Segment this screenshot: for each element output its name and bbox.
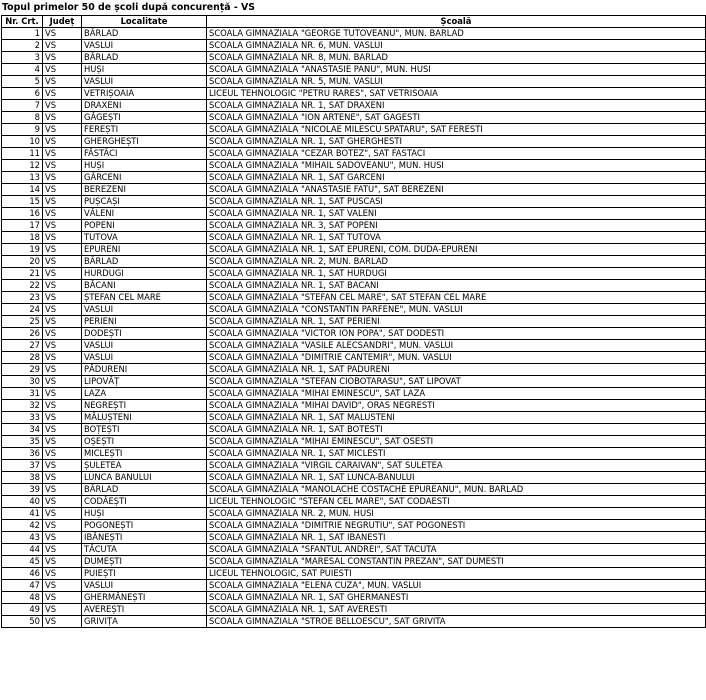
- cell-nr: 5: [2, 76, 43, 88]
- cell-localitate: GÂRCENI: [82, 172, 207, 184]
- table-row: [2, 100, 706, 112]
- table-row: [2, 64, 706, 76]
- cell-nr: 10: [2, 136, 43, 148]
- cell-nr: 22: [2, 280, 43, 292]
- cell-scoala: SCOALA GIMNAZIALA NR. 1, SAT PERIENI: [207, 316, 706, 328]
- cell-scoala: SCOALA GIMNAZIALA NR. 1, SAT IBANESTI: [207, 532, 706, 544]
- cell-scoala: LICEUL TEHNOLOGIC, SAT PUIESTI: [207, 568, 706, 580]
- table-row: [2, 184, 706, 196]
- table-row: [2, 268, 706, 280]
- cell-localitate: BĂCANI: [82, 280, 207, 292]
- schools-table: [1, 15, 706, 628]
- cell-judet: VS: [43, 568, 82, 580]
- table-row: [2, 244, 706, 256]
- cell-nr: 29: [2, 364, 43, 376]
- cell-localitate: MĂLUȘTENI: [82, 412, 207, 424]
- table-row: [2, 280, 706, 292]
- cell-nr: 9: [2, 124, 43, 136]
- cell-localitate: LUNCA BANULUI: [82, 472, 207, 484]
- cell-nr: 13: [2, 172, 43, 184]
- cell-judet: VS: [43, 148, 82, 160]
- cell-localitate: BÂRLAD: [82, 52, 207, 64]
- cell-localitate: ȘTEFAN CEL MARE: [82, 292, 207, 304]
- table-row: [2, 124, 706, 136]
- cell-judet: VS: [43, 100, 82, 112]
- cell-localitate: BÂRLAD: [82, 28, 207, 40]
- table-row: [2, 460, 706, 472]
- cell-localitate: HURDUGI: [82, 268, 207, 280]
- cell-scoala: SCOALA GIMNAZIALA NR. 1, SAT PADURENI: [207, 364, 706, 376]
- cell-judet: VS: [43, 184, 82, 196]
- cell-scoala: SCOALA GIMNAZIALA "NICOLAE MILESCU SPATARU", SAT FERESTI: [207, 124, 706, 136]
- cell-judet: VS: [43, 28, 82, 40]
- cell-judet: VS: [43, 400, 82, 412]
- table-row: [2, 292, 706, 304]
- cell-scoala: SCOALA GIMNAZIALA "MIHAIL SADOVEANU", MUN. HUSI: [207, 160, 706, 172]
- cell-scoala: SCOALA GIMNAZIALA NR. 2, MUN. BARLAD: [207, 256, 706, 268]
- cell-nr: 16: [2, 208, 43, 220]
- cell-localitate: DRAXENI: [82, 100, 207, 112]
- cell-nr: 40: [2, 496, 43, 508]
- cell-nr: 2: [2, 40, 43, 52]
- cell-judet: VS: [43, 592, 82, 604]
- table-row: [2, 376, 706, 388]
- cell-scoala: SCOALA GIMNAZIALA NR. 6, MUN. VASLUI: [207, 40, 706, 52]
- cell-localitate: MICLEȘTI: [82, 448, 207, 460]
- cell-nr: 32: [2, 400, 43, 412]
- cell-localitate: BOȚEȘTI: [82, 424, 207, 436]
- cell-scoala: SCOALA GIMNAZIALA "SFANTUL ANDREI", SAT TACUTA: [207, 544, 706, 556]
- cell-localitate: VASLUI: [82, 580, 207, 592]
- table-row: [2, 232, 706, 244]
- cell-localitate: AVEREȘTI: [82, 604, 207, 616]
- cell-nr: 23: [2, 292, 43, 304]
- cell-judet: VS: [43, 40, 82, 52]
- cell-nr: 48: [2, 592, 43, 604]
- cell-scoala: SCOALA GIMNAZIALA "VICTOR ION POPA", SAT DODESTI: [207, 328, 706, 340]
- cell-localitate: VASLUI: [82, 76, 207, 88]
- cell-nr: 49: [2, 604, 43, 616]
- cell-localitate: BÂRLAD: [82, 484, 207, 496]
- cell-judet: VS: [43, 136, 82, 148]
- cell-nr: 11: [2, 148, 43, 160]
- cell-localitate: VASLUI: [82, 304, 207, 316]
- table-row: [2, 28, 706, 40]
- cell-localitate: GHERMĂNEȘTI: [82, 592, 207, 604]
- table-row: [2, 568, 706, 580]
- cell-nr: 4: [2, 64, 43, 76]
- cell-scoala: SCOALA GIMNAZIALA "STEFAN CIOBOTARASU", SAT LIPOVAT: [207, 376, 706, 388]
- cell-nr: 8: [2, 112, 43, 124]
- table-row: [2, 136, 706, 148]
- cell-judet: VS: [43, 316, 82, 328]
- cell-localitate: GHERGHEȘTI: [82, 136, 207, 148]
- cell-judet: VS: [43, 256, 82, 268]
- cell-localitate: BEREZENI: [82, 184, 207, 196]
- table-row: [2, 604, 706, 616]
- cell-localitate: POPENI: [82, 220, 207, 232]
- cell-scoala: SCOALA GIMNAZIALA "CEZAR BOTEZ", SAT FASTACI: [207, 148, 706, 160]
- cell-judet: VS: [43, 52, 82, 64]
- cell-judet: VS: [43, 220, 82, 232]
- cell-scoala: SCOALA GIMNAZIALA NR. 2, MUN. HUSI: [207, 508, 706, 520]
- table-row: [2, 520, 706, 532]
- table-row: [2, 484, 706, 496]
- cell-localitate: TĂCUTA: [82, 544, 207, 556]
- cell-localitate: PERIENI: [82, 316, 207, 328]
- cell-scoala: SCOALA GIMNAZIALA "GEORGE TUTOVEANU", MUN. BARLAD: [207, 28, 706, 40]
- table-row: [2, 148, 706, 160]
- cell-nr: 33: [2, 412, 43, 424]
- cell-judet: VS: [43, 124, 82, 136]
- table-row: [2, 388, 706, 400]
- cell-nr: 6: [2, 88, 43, 100]
- cell-judet: VS: [43, 496, 82, 508]
- cell-scoala: SCOALA GIMNAZIALA "DIMITRIE CANTEMIR", MUN. VASLUI: [207, 352, 706, 364]
- cell-localitate: PUIEȘTI: [82, 568, 207, 580]
- cell-scoala: SCOALA GIMNAZIALA NR. 1, SAT GHERMANESTI: [207, 592, 706, 604]
- cell-nr: 14: [2, 184, 43, 196]
- table-row: [2, 424, 706, 436]
- cell-judet: VS: [43, 352, 82, 364]
- cell-localitate: DODEȘTI: [82, 328, 207, 340]
- table-row: [2, 304, 706, 316]
- cell-judet: VS: [43, 88, 82, 100]
- cell-nr: 7: [2, 100, 43, 112]
- cell-judet: VS: [43, 544, 82, 556]
- cell-scoala: SCOALA GIMNAZIALA NR. 1, SAT TUTOVA: [207, 232, 706, 244]
- cell-localitate: OȘEȘTI: [82, 436, 207, 448]
- cell-localitate: FĂSTÂCI: [82, 148, 207, 160]
- cell-nr: 3: [2, 52, 43, 64]
- table-row: [2, 160, 706, 172]
- cell-localitate: FEREȘTI: [82, 124, 207, 136]
- cell-localitate: LAZA: [82, 388, 207, 400]
- table-row: [2, 172, 706, 184]
- cell-nr: 15: [2, 196, 43, 208]
- cell-scoala: SCOALA GIMNAZIALA NR. 3, SAT POPENI: [207, 220, 706, 232]
- cell-scoala: SCOALA GIMNAZIALA "MIHAI EMINESCU", SAT LAZA: [207, 388, 706, 400]
- table-row: [2, 532, 706, 544]
- table-row: [2, 436, 706, 448]
- cell-localitate: VETRIȘOAIA: [82, 88, 207, 100]
- cell-scoala: SCOALA GIMNAZIALA NR. 1, SAT PUSCASI: [207, 196, 706, 208]
- cell-nr: 34: [2, 424, 43, 436]
- cell-judet: VS: [43, 76, 82, 88]
- cell-judet: VS: [43, 424, 82, 436]
- cell-localitate: EPURENI: [82, 244, 207, 256]
- cell-scoala: SCOALA GIMNAZIALA "ANASTASIE PANU", MUN. HUSI: [207, 64, 706, 76]
- table-row: [2, 340, 706, 352]
- cell-scoala: SCOALA GIMNAZIALA NR. 1, SAT MALUSTENI: [207, 412, 706, 424]
- cell-judet: VS: [43, 436, 82, 448]
- table-row: [2, 496, 706, 508]
- cell-localitate: DUMEȘTI: [82, 556, 207, 568]
- cell-localitate: NEGREȘTI: [82, 400, 207, 412]
- sheet-title: Topul primelor 50 de școli după concurență - VS: [2, 2, 256, 13]
- cell-judet: VS: [43, 112, 82, 124]
- cell-scoala: SCOALA GIMNAZIALA NR. 1, SAT HURDUGI: [207, 268, 706, 280]
- header-scoala: Școală: [207, 16, 706, 28]
- cell-nr: 12: [2, 160, 43, 172]
- cell-scoala: LICEUL TEHNOLOGIC "PETRU RARES", SAT VETRISOAIA: [207, 88, 706, 100]
- cell-judet: VS: [43, 508, 82, 520]
- cell-localitate: PUȘCAȘI: [82, 196, 207, 208]
- cell-judet: VS: [43, 196, 82, 208]
- header-row: [2, 16, 706, 28]
- table-row: [2, 256, 706, 268]
- table-row: [2, 472, 706, 484]
- cell-judet: VS: [43, 268, 82, 280]
- cell-scoala: SCOALA GIMNAZIALA NR. 1, SAT LUNCA-BANULUI: [207, 472, 706, 484]
- table-row: [2, 400, 706, 412]
- table-row: [2, 208, 706, 220]
- cell-judet: VS: [43, 448, 82, 460]
- cell-nr: 31: [2, 388, 43, 400]
- table-row: [2, 580, 706, 592]
- cell-scoala: SCOALA GIMNAZIALA NR. 1, SAT GHERGHESTI: [207, 136, 706, 148]
- cell-nr: 46: [2, 568, 43, 580]
- cell-scoala: SCOALA GIMNAZIALA NR. 1, SAT VALENI: [207, 208, 706, 220]
- cell-localitate: ȘULETEA: [82, 460, 207, 472]
- table-row: [2, 88, 706, 100]
- cell-scoala: SCOALA GIMNAZIALA NR. 1, SAT EPURENI, COM. DUDA-EPURENI: [207, 244, 706, 256]
- cell-scoala: SCOALA GIMNAZIALA "MIHAI DAVID", ORAS NEGRESTI: [207, 400, 706, 412]
- table-row: [2, 508, 706, 520]
- cell-localitate: VASLUI: [82, 340, 207, 352]
- cell-nr: 27: [2, 340, 43, 352]
- cell-scoala: SCOALA GIMNAZIALA NR. 8, MUN. BARLAD: [207, 52, 706, 64]
- cell-nr: 18: [2, 232, 43, 244]
- cell-nr: 21: [2, 268, 43, 280]
- cell-judet: VS: [43, 292, 82, 304]
- header-nr: Nr. Crt.: [2, 16, 43, 28]
- table-row: [2, 544, 706, 556]
- cell-scoala: SCOALA GIMNAZIALA "MARESAL CONSTANTIN PREZAN", SAT DUMESTI: [207, 556, 706, 568]
- cell-nr: 42: [2, 520, 43, 532]
- cell-localitate: VĂLENI: [82, 208, 207, 220]
- table-row: [2, 40, 706, 52]
- cell-nr: 1: [2, 28, 43, 40]
- cell-scoala: SCOALA GIMNAZIALA "VASILE ALECSANDRI", MUN. VASLUI: [207, 340, 706, 352]
- cell-scoala: SCOALA GIMNAZIALA "VIRGIL CARAIVAN", SAT SULETEA: [207, 460, 706, 472]
- cell-scoala: SCOALA GIMNAZIALA "ELENA CUZA", MUN. VASLUI: [207, 580, 706, 592]
- cell-judet: VS: [43, 160, 82, 172]
- cell-scoala: SCOALA GIMNAZIALA "STEFAN CEL MARE", SAT STEFAN CEL MARE: [207, 292, 706, 304]
- cell-judet: VS: [43, 232, 82, 244]
- table-row: [2, 112, 706, 124]
- cell-scoala: SCOALA GIMNAZIALA NR. 1, SAT GARCENI: [207, 172, 706, 184]
- cell-scoala: SCOALA GIMNAZIALA "ION ARTENE", SAT GAGESTI: [207, 112, 706, 124]
- cell-judet: VS: [43, 556, 82, 568]
- cell-nr: 26: [2, 328, 43, 340]
- table-row: [2, 592, 706, 604]
- table-row: [2, 556, 706, 568]
- cell-judet: VS: [43, 604, 82, 616]
- cell-scoala: SCOALA GIMNAZIALA "CONSTANTIN PARFENE", MUN. VASLUI: [207, 304, 706, 316]
- header-judet: Județ: [43, 16, 82, 28]
- cell-localitate: TUTOVA: [82, 232, 207, 244]
- cell-localitate: GĂGEȘTI: [82, 112, 207, 124]
- table-row: [2, 316, 706, 328]
- cell-nr: 30: [2, 376, 43, 388]
- cell-localitate: GRIVIȚA: [82, 616, 207, 628]
- cell-nr: 50: [2, 616, 43, 628]
- table-row: [2, 616, 706, 628]
- cell-nr: 41: [2, 508, 43, 520]
- cell-localitate: IBĂNEȘTI: [82, 532, 207, 544]
- cell-nr: 37: [2, 460, 43, 472]
- cell-nr: 25: [2, 316, 43, 328]
- cell-localitate: HUȘI: [82, 64, 207, 76]
- cell-localitate: LIPOVĂȚ: [82, 376, 207, 388]
- cell-judet: VS: [43, 244, 82, 256]
- cell-judet: VS: [43, 208, 82, 220]
- table-row: [2, 220, 706, 232]
- table-row: [2, 76, 706, 88]
- table-row: [2, 352, 706, 364]
- cell-localitate: PĂDURENI: [82, 364, 207, 376]
- cell-nr: 20: [2, 256, 43, 268]
- cell-nr: 44: [2, 544, 43, 556]
- cell-nr: 36: [2, 448, 43, 460]
- cell-localitate: POGONEȘTI: [82, 520, 207, 532]
- cell-judet: VS: [43, 328, 82, 340]
- cell-scoala: SCOALA GIMNAZIALA "ANASTASIE FATU", SAT BEREZENI: [207, 184, 706, 196]
- cell-localitate: VASLUI: [82, 40, 207, 52]
- cell-judet: VS: [43, 172, 82, 184]
- cell-judet: VS: [43, 580, 82, 592]
- cell-judet: VS: [43, 64, 82, 76]
- cell-scoala: SCOALA GIMNAZIALA NR. 1, SAT BACANI: [207, 280, 706, 292]
- cell-judet: VS: [43, 520, 82, 532]
- cell-judet: VS: [43, 484, 82, 496]
- cell-scoala: SCOALA GIMNAZIALA NR. 1, SAT BOTESTI: [207, 424, 706, 436]
- cell-nr: 17: [2, 220, 43, 232]
- cell-judet: VS: [43, 388, 82, 400]
- cell-judet: VS: [43, 304, 82, 316]
- cell-scoala: SCOALA GIMNAZIALA "MIHAI EMINESCU", SAT OSESTI: [207, 436, 706, 448]
- table-row: [2, 52, 706, 64]
- cell-judet: VS: [43, 364, 82, 376]
- cell-scoala: SCOALA GIMNAZIALA NR. 1, SAT DRAXENI: [207, 100, 706, 112]
- table-row: [2, 448, 706, 460]
- cell-judet: VS: [43, 340, 82, 352]
- cell-judet: VS: [43, 376, 82, 388]
- cell-localitate: HUȘI: [82, 160, 207, 172]
- table-row: [2, 328, 706, 340]
- cell-nr: 28: [2, 352, 43, 364]
- cell-judet: VS: [43, 472, 82, 484]
- cell-nr: 24: [2, 304, 43, 316]
- cell-localitate: BÂRLAD: [82, 256, 207, 268]
- cell-nr: 43: [2, 532, 43, 544]
- cell-nr: 19: [2, 244, 43, 256]
- cell-judet: VS: [43, 280, 82, 292]
- cell-nr: 47: [2, 580, 43, 592]
- cell-judet: VS: [43, 616, 82, 628]
- cell-localitate: VASLUI: [82, 352, 207, 364]
- cell-judet: VS: [43, 532, 82, 544]
- cell-scoala: SCOALA GIMNAZIALA "DIMITRIE NEGRUTIU", SAT POGONESTI: [207, 520, 706, 532]
- header-localitate: Localitate: [82, 16, 207, 28]
- cell-nr: 39: [2, 484, 43, 496]
- cell-scoala: SCOALA GIMNAZIALA "STROE BELLOESCU", SAT GRIVITA: [207, 616, 706, 628]
- table-row: [2, 412, 706, 424]
- cell-nr: 38: [2, 472, 43, 484]
- cell-scoala: LICEUL TEHNOLOGIC "STEFAN CEL MARE", SAT CODAESTI: [207, 496, 706, 508]
- cell-scoala: SCOALA GIMNAZIALA NR. 5, MUN. VASLUI: [207, 76, 706, 88]
- cell-scoala: SCOALA GIMNAZIALA NR. 1, SAT AVERESTI: [207, 604, 706, 616]
- cell-nr: 35: [2, 436, 43, 448]
- table-row: [2, 196, 706, 208]
- cell-localitate: HUȘI: [82, 508, 207, 520]
- table-row: [2, 364, 706, 376]
- cell-nr: 45: [2, 556, 43, 568]
- cell-localitate: CODĂEȘTI: [82, 496, 207, 508]
- cell-judet: VS: [43, 460, 82, 472]
- cell-scoala: SCOALA GIMNAZIALA NR. 1, SAT MICLESTI: [207, 448, 706, 460]
- cell-judet: VS: [43, 412, 82, 424]
- cell-scoala: SCOALA GIMNAZIALA "MANOLACHE COSTACHE EPUREANU", MUN. BARLAD: [207, 484, 706, 496]
